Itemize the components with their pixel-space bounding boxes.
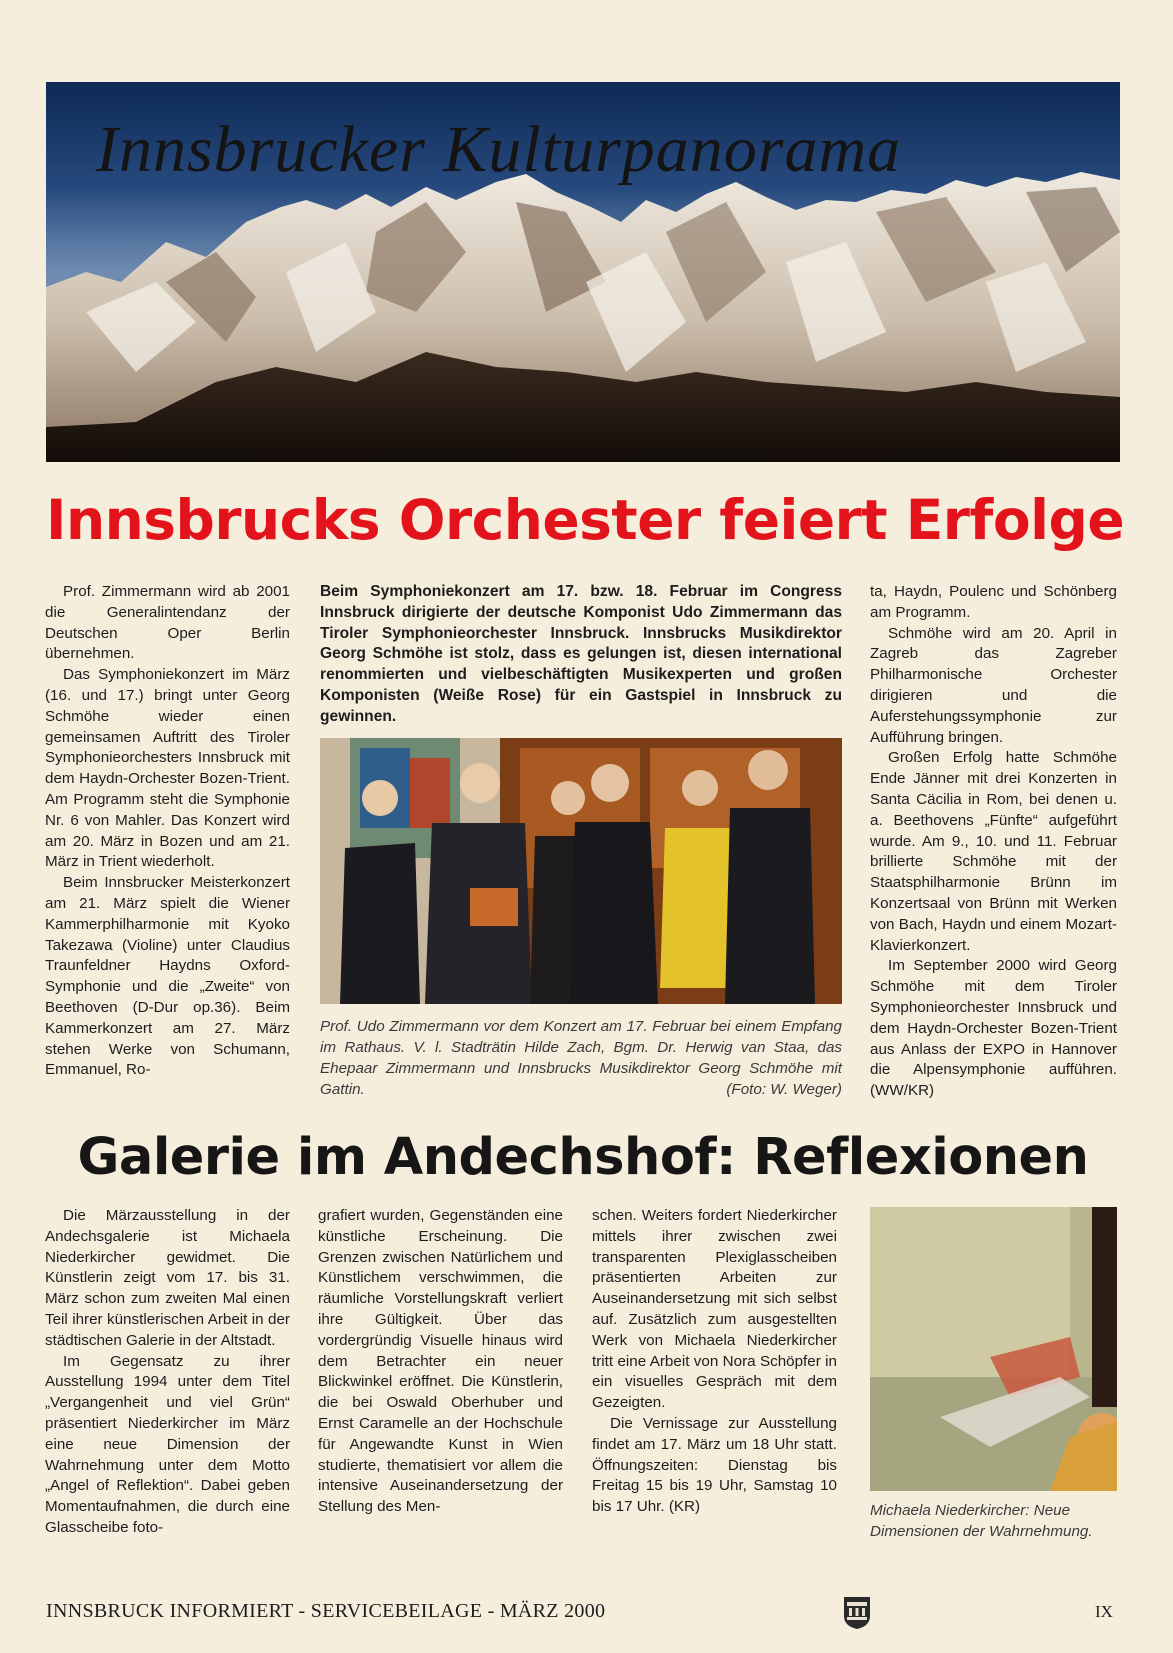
- paragraph: Im Gegensatz zu ihrer Ausstellung 1994 unter dem Titel „Vergangenheit und viel Grün“ präsentiert Niederkircher im März eine neue Dimension der Wahrnehmung unter dem Motto „Angel of Reflektion“. Dabei geben Momentaufnahmen, die durch eine Glasscheibe foto-: [45, 1352, 290, 1536]
- paragraph: schen. Weiters fordert Niederkircher mittels ihrer zwischen zwei transparenten Plexiglasscheiben präsentierten Arbeiten zur Auseinandersetzung mit sich selbst auf. Zusätzlich zum ausgestellten Werk von Michaela Niederkircher tritt eine Arbeit von Nora Schöpfer in ein visuelles Gespräch mit dem Gezeigten.: [592, 1207, 837, 1412]
- page-number: IX: [1095, 1602, 1113, 1621]
- artwork-photo: [870, 1207, 1117, 1491]
- article2-column2: [318, 1206, 563, 1518]
- photo-credit: (Foto: W. Weger): [726, 1081, 842, 1098]
- article-headline: Innsbrucks Orchester feiert Erfolge: [46, 488, 1125, 552]
- paragraph: Das Symphoniekonzert im März (16. und 17.) bringt unter Georg Schmöhe wieder einen gemeinsamen Auftritt des Tiroler Symphonieorchesters Innsbruck mit dem Haydn-Orchester Bozen-Trient. Am Programm steht die Symphonie Nr. 6 von Mahler. Das Konzert wird am 20. März in Bozen und am 21. März in Trient wiederholt.: [45, 666, 290, 871]
- article1-column1: [45, 582, 290, 1081]
- paragraph: Großen Erfolg hatte Schmöhe Ende Jänner mit drei Konzerten in Santa Cäcilia in Rom, bei denen u. a. Beethovens „Fünfte“ aufgeführt wurde. Am 9., 10. und 11. Februar brillierte Schmöhe mit der Staatsphilharmonie Brünn im Konzertsaal von Brünn mit Werken von Bach, Haydn und einem Mozart-Klavierkonzert.: [870, 749, 1117, 954]
- paragraph: grafiert wurden, Gegenständen eine künstliche Erscheinung. Die Grenzen zwischen Natürlichem und Künstlichem verschwimmen, die räumliche Vorstellungskraft verliert ihre Gültigkeit. Über das vordergründig Visuelle hinaus wird dem Betrachter ein neuer Blickwinkel eröffnet. Die Künstlerin, die bei Oswald Oberhuber und Ernst Caramelle an der Hochschule für Angewandte Kunst in Wien studierte, thematisiert vor allem die intensive Auseinandersetzung der Stellung des Men-: [318, 1207, 563, 1516]
- paragraph: ta, Haydn, Poulenc und Schönberg am Programm.: [870, 583, 1117, 621]
- paragraph: Die Vernissage zur Ausstellung findet am 17. März um 18 Uhr statt. Öffnungszeiten: Dienstag bis Freitag 15 bis 19 Uhr, Samstag 10 bis 17 Uhr. (KR): [592, 1414, 837, 1516]
- article2-column1: [45, 1206, 290, 1539]
- banner-title: Innsbrucker Kulturpanorama: [96, 113, 902, 186]
- footer-publication: INNSBRUCK INFORMIERT - SERVICEBEILAGE - MÄRZ 2000: [46, 1600, 606, 1622]
- header-banner: [46, 82, 1120, 462]
- paragraph: Im September 2000 wird Georg Schmöhe mit dem Tiroler Symphonieorchester Innsbruck und dem Haydn-Orchester Bozen-Trient aus Anlass der EXPO in Hannover die Alpensymphonie aufführen. (WW/KR): [870, 957, 1117, 1100]
- article2-column3: [592, 1206, 837, 1518]
- city-crest-icon: [843, 1596, 871, 1630]
- photo-caption: Michaela Niederkircher: Neue Dimensionen der Wahrnehmung.: [870, 1502, 1093, 1540]
- caption-text: Prof. Udo Zimmermann vor dem Konzert am 17. Februar bei einem Empfang im Rathaus. V. l. Stadträtin Hilde Zach, Bgm. Dr. Herwig van Staa, das Ehepaar Zimmermann und Innsbrucks Musikdirektor Georg Schmöhe mit Gattin.: [320, 1018, 842, 1098]
- article1-lead: Beim Symphoniekonzert am 17. bzw. 18. Februar im Congress Innsbruck dirigierte der deutsche Komponist Udo Zimmermann das Tiroler Symphonieorchester Innsbruck. Innsbrucks Musikdirektor Georg Schmöhe ist stolz, dass es gelungen ist, diesen international renommierten und vielbeschäftigten Musikexperten und großen Komponisten (Weiße Rose) für ein Gastspiel in Innsbruck zu gewinnen.: [320, 583, 842, 725]
- photo-caption: [320, 1016, 842, 1100]
- paragraph: Beim Innsbrucker Meisterkonzert am 21. März spielt die Wiener Kammerphilharmonie mit Kyoko Takezawa (Violine) unter Claudius Traunfeldner Haydns Oxford-Symphonie und die „Zweite“ von Beethoven (D-Dur op.36). Beim Kammerkonzert am 27. März stehen Werke von Schumann, Emmanuel, Ro-: [45, 874, 290, 1079]
- paragraph: Prof. Zimmermann wird ab 2001 die Generalintendanz der Deutschen Oper Berlin übernehmen.: [45, 583, 290, 663]
- article1-column3: [870, 582, 1117, 1102]
- reception-photo: [320, 738, 842, 1004]
- paragraph: Die Märzausstellung in der Andechsgalerie ist Michaela Niederkircher gewidmet. Die Künstlerin zeigt vom 17. bis 31. März schon zum zweiten Mal einen Teil ihrer künstlerischen Arbeit in der städtischen Galerie in der Altstadt.: [45, 1207, 290, 1349]
- article-headline: Galerie im Andechshof: Reflexionen: [77, 1128, 1089, 1187]
- paragraph: Schmöhe wird am 20. April in Zagreb das Zagreber Philharmonische Orchester dirigieren und die Auferstehungssymphonie zur Aufführung bringen.: [870, 624, 1117, 746]
